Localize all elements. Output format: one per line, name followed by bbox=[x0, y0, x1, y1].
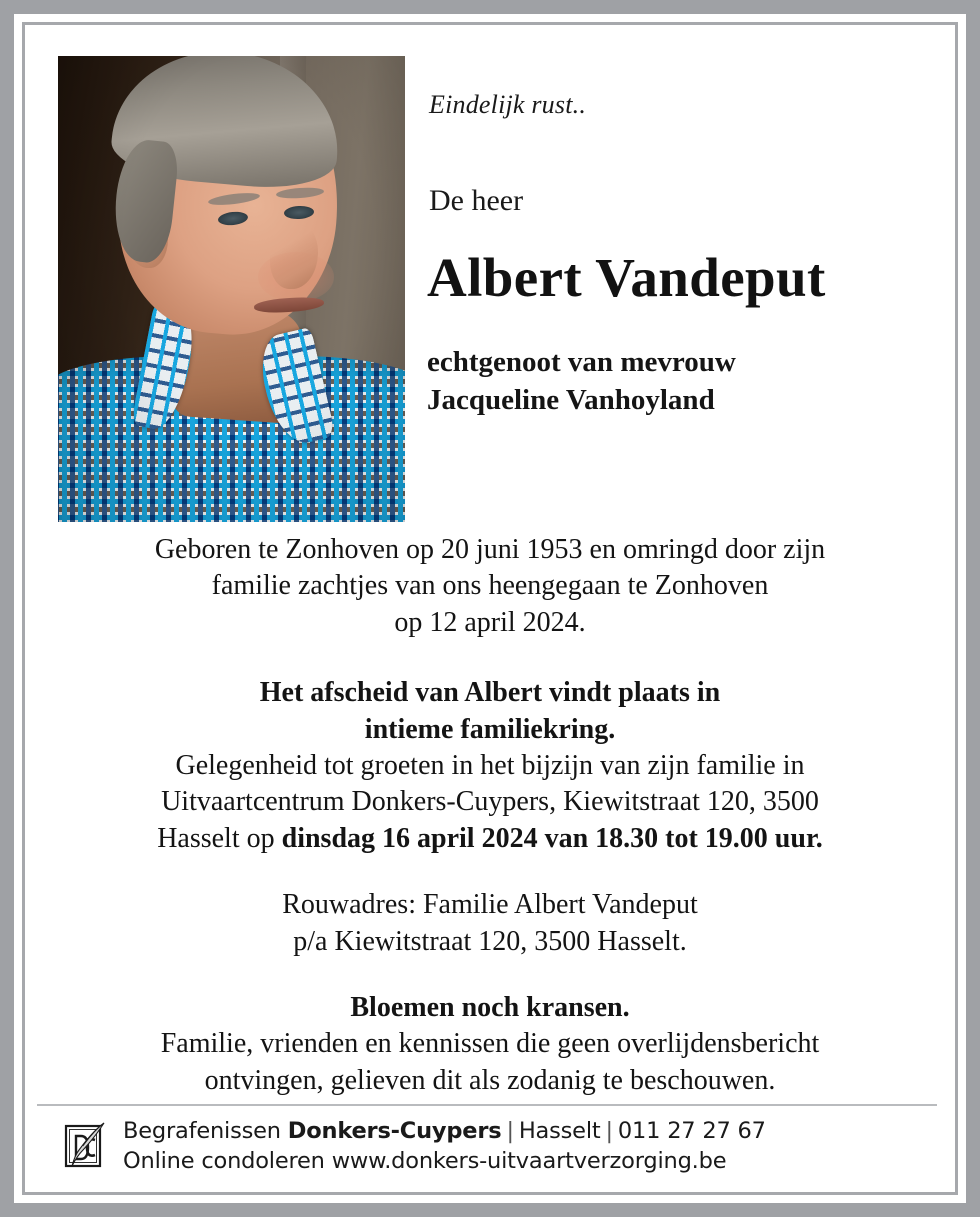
footer bbox=[63, 1116, 943, 1176]
footer-divider bbox=[37, 1104, 937, 1106]
footer-prefix: Begrafenissen bbox=[123, 1118, 288, 1144]
spouse-line-2: Jacqueline Vanhoyland bbox=[427, 384, 715, 417]
footer-company-line bbox=[123, 1116, 766, 1146]
deceased-name: Albert Vandeput bbox=[427, 247, 826, 308]
flowers-notice: Bloemen noch kransen. bbox=[350, 991, 630, 1023]
portrait-photo bbox=[58, 56, 405, 522]
donkers-cuypers-monogram-quill-icon bbox=[63, 1120, 107, 1170]
birth-death-line-3: op 12 april 2024. bbox=[394, 606, 586, 638]
closing-line-2: ontvingen, gelieven dit als zodanig te beschouwen. bbox=[204, 1064, 776, 1096]
footer-website-url[interactable]: www.donkers-uitvaartverzorging.be bbox=[331, 1148, 727, 1175]
farewell-heading bbox=[35, 675, 945, 748]
spacer-2 bbox=[35, 857, 945, 887]
announcement-body bbox=[35, 532, 945, 1099]
mourning-address-line-1: Rouwadres: Familie Albert Vandeput bbox=[282, 889, 698, 921]
visitation-line-3-prefix: Hasselt op bbox=[157, 822, 282, 854]
obituary-card bbox=[25, 25, 955, 1192]
farewell-heading-line-2: intieme familiekring. bbox=[364, 713, 616, 745]
birth-death-paragraph bbox=[35, 532, 945, 641]
visitation-line-2: Uitvaartcentrum Donkers-Cuypers, Kiewitstraat 120, 3500 bbox=[161, 786, 819, 818]
spacer-3 bbox=[35, 960, 945, 990]
footer-text bbox=[123, 1116, 766, 1176]
closing-line-1: Familie, vrienden en kennissen die geen overlijdensbericht bbox=[160, 1028, 820, 1060]
footer-city: Hasselt bbox=[518, 1118, 601, 1144]
mourning-address-line-2: p/a Kiewitstraat 120, 3500 Hasselt. bbox=[293, 925, 687, 957]
footer-company-name: Donkers-Cuypers bbox=[287, 1118, 502, 1144]
footer-phone[interactable]: 011 27 27 67 bbox=[617, 1118, 766, 1144]
spacer-1 bbox=[35, 641, 945, 675]
visitation-datetime: dinsdag 16 april 2024 van 18.30 tot 19.00 uur. bbox=[281, 822, 823, 854]
visitation-paragraph bbox=[35, 748, 945, 857]
birth-death-line-2: familie zachtjes van ons heengegaan te Zonhoven bbox=[211, 570, 769, 602]
footer-condolences-prefix: Online condoleren bbox=[123, 1148, 332, 1175]
honorific: De heer bbox=[429, 184, 524, 217]
mourning-address bbox=[35, 887, 945, 960]
footer-separator-1: | bbox=[506, 1118, 514, 1144]
spouse-info bbox=[427, 343, 923, 420]
header-column bbox=[423, 56, 923, 420]
photo-vignette bbox=[58, 56, 405, 522]
visitation-line-1: Gelegenheid tot groeten in het bijzijn van zijn familie in bbox=[175, 749, 805, 781]
footer-website-line bbox=[123, 1146, 766, 1176]
visitation-line-3 bbox=[35, 821, 945, 857]
farewell-heading-line-1: Het afscheid van Albert vindt plaats in bbox=[259, 677, 721, 709]
birth-death-line-1: Geboren te Zonhoven op 20 juni 1953 en omringd door zijn bbox=[154, 534, 826, 565]
closing-paragraph bbox=[35, 1026, 945, 1099]
footer-separator-2: | bbox=[605, 1118, 613, 1144]
spouse-line-1: echtgenoot van mevrouw bbox=[427, 346, 736, 378]
opening-quote: Eindelijk rust.. bbox=[429, 90, 587, 119]
